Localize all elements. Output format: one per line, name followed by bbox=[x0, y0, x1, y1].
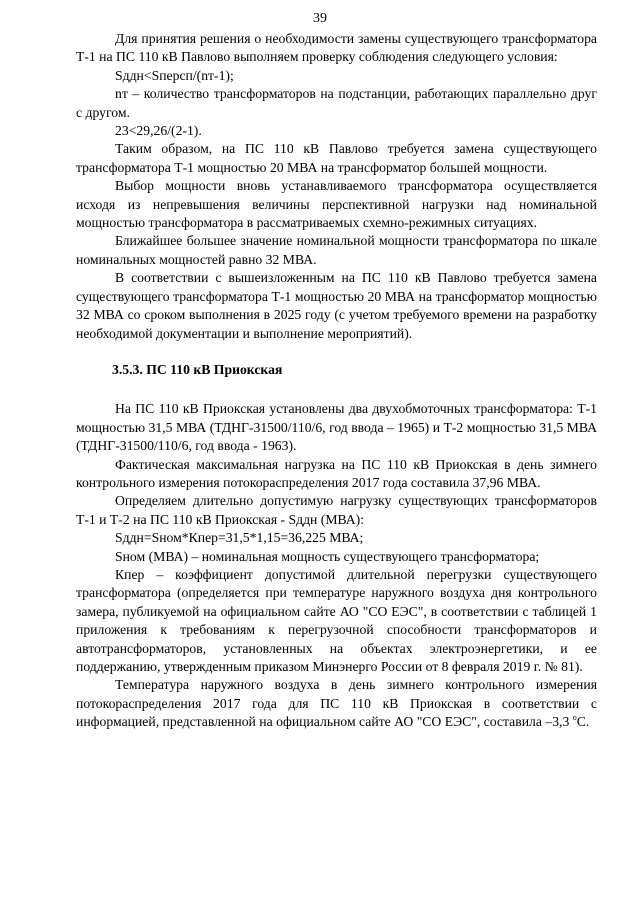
document-body bbox=[76, 30, 597, 732]
degree-symbol: o bbox=[572, 713, 577, 723]
temperature-unit: С. bbox=[576, 714, 590, 730]
paragraph: nт – количество трансформаторов на подстанции, работающих параллельно друг с другом. bbox=[76, 86, 597, 120]
paragraph: Определяем длительно допустимую нагрузку существующих трансформаторов Т-1 и Т-2 на ПС 110 кВ Приокская - Sддн (МВА): bbox=[76, 493, 597, 527]
paragraph: Для принятия решения о необходимости замены существующего трансформатора Т-1 на ПС 110 кВ Павлово выполняем проверку соблюдения следующего условия: bbox=[76, 31, 597, 65]
formula: Sддн<Sперсп/(nт-1); bbox=[115, 67, 234, 83]
section-heading: 3.5.3. ПС 110 кВ Приокская bbox=[112, 361, 283, 377]
paragraph: Sном (МВА) – номинальная мощность существующего трансформатора; bbox=[115, 548, 540, 564]
paragraph: Кпер – коэффициент допустимой длительной перегрузки существующего трансформатора (определяется при температуре наружного воздуха дня контрольного замера, публикуемой на официальном сайте АО "СО ЕЭС", в соответствии с таблицей 1 приложения к требованиям к перегрузочной способности трансформаторов и автотрансформаторов, установленных на объектах электроэнергетики, и ее поддержанию, утвержденным приказом Минэнерго России от 8 февраля 2019 г. № 81). bbox=[76, 566, 597, 674]
formula: 23<29,26/(2-1). bbox=[115, 123, 202, 139]
paragraph: Выбор мощности вновь устанавливаемого трансформатора осуществляется исходя из непревышения величины перспективной нагрузки над номинальной мощностью трансформатора в рассматриваемых схемно-режимных ситуациях. bbox=[76, 178, 597, 231]
paragraph: Фактическая максимальная нагрузка на ПС 110 кВ Приокская в день зимнего контрольного измерения потокораспределения 2017 года составила 37,96 МВА. bbox=[76, 456, 597, 490]
temperature-text: Температура наружного воздуха в день зимнего контрольного измерения потокораспределения 2017 года для ПС 110 кВ Приокская в соответствии с информацией, представленной на официальном сайте АО "СО ЕЭС", составила –3,3 bbox=[76, 677, 597, 730]
paragraph-temperature bbox=[76, 676, 597, 731]
paragraph: Ближайшее большее значение номинальной мощности трансформатора по шкале номинальных мощностей равно 32 МВА. bbox=[76, 233, 597, 267]
formula: Sддн=Sном*Кпер=31,5*1,15=36,225 МВА; bbox=[115, 530, 364, 546]
paragraph: Таким образом, на ПС 110 кВ Павлово требуется замена существующего трансформатора Т-1 мощностью 20 МВА на трансформатор большей мощности. bbox=[76, 141, 597, 175]
paragraph: В соответствии с вышеизложенным на ПС 110 кВ Павлово требуется замена существующего трансформатора Т-1 мощностью 20 МВА на трансформатор мощностью 32 МВА со сроком выполнения в 2025 году (с учетом требуемого времени на разработку необходимой документации и выполнение мероприятий). bbox=[76, 270, 597, 341]
page-number: 39 bbox=[313, 11, 327, 26]
paragraph: На ПС 110 кВ Приокская установлены два двухобмоточных трансформатора: Т-1 мощностью 31,5 МВА (ТДНГ-31500/110/6, год ввода – 1965) и Т-2 мощностью 31,5 МВА (ТДНГ-31500/110/6, год ввода - 1963). bbox=[76, 401, 597, 454]
